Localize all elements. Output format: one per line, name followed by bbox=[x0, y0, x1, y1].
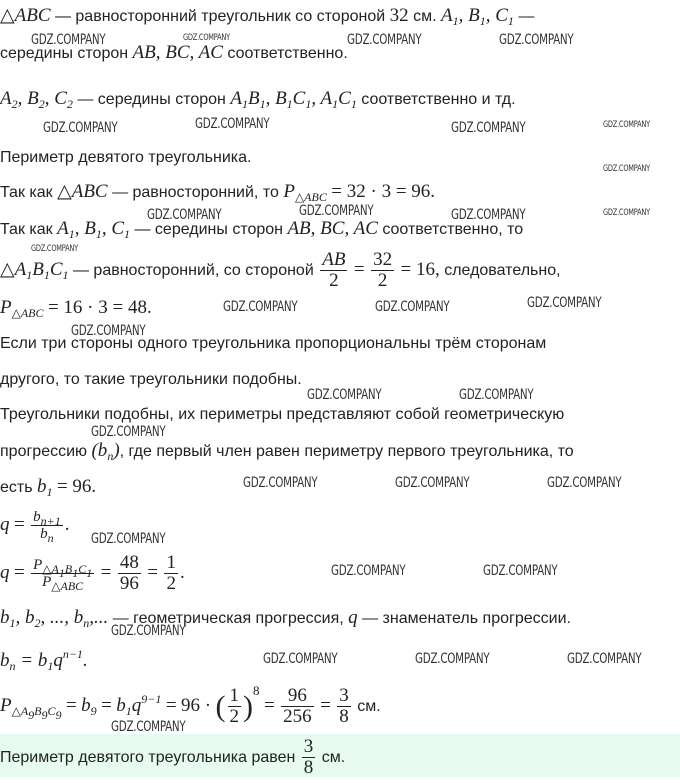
sides-ab-bc-ac-2: AB, BC, AC bbox=[287, 218, 378, 239]
fraction-32-over-2 bbox=[371, 250, 394, 291]
points-a1-b1-c1-2: $A_1$, $B_1$, $C_1$ bbox=[57, 218, 131, 241]
fraction-denominator: 2 bbox=[371, 270, 394, 291]
fraction-numerator: 32 bbox=[373, 249, 393, 271]
watermark: GDZ.COMPANY bbox=[603, 208, 650, 218]
line-7: $\triangle A_1B_1C_1$ — равносторонний, со стороной $\frac{AB}{2}$ = $\frac{32}{2}$ = 16, следовательно, bbox=[0, 249, 561, 292]
fraction-numerator: 48 bbox=[119, 552, 139, 574]
watermark: GDZ.COMPANY bbox=[223, 299, 298, 315]
watermark: GDZ.COMPANY bbox=[499, 32, 574, 48]
perimeter-a9b9c9: $P_{\triangle A_9B_9C_9}$ bbox=[0, 695, 62, 722]
fraction-ab-over-2 bbox=[320, 250, 347, 291]
watermark: GDZ.COMPANY bbox=[603, 120, 650, 130]
watermark: GDZ.COMPANY bbox=[415, 651, 490, 667]
watermark: GDZ.COMPANY bbox=[71, 323, 146, 339]
fraction-1-over-2 bbox=[164, 553, 178, 594]
sequence-list: $b_1$, $b_2$, ..., $b_n$,... bbox=[0, 607, 109, 630]
watermark: GDZ.COMPANY bbox=[459, 387, 534, 403]
line-6-text-1: Так как bbox=[0, 221, 53, 238]
watermark: GDZ.COMPANY bbox=[307, 387, 382, 403]
line-10-text: другого, то такие треугольники подобны. bbox=[0, 371, 302, 388]
line-6-text-2: — середины сторон bbox=[134, 221, 283, 238]
line-2-text: середины сторон bbox=[0, 45, 129, 62]
line-16: $b_1$, $b_2$, ..., $b_n$,... — геометрическая прогрессия, q — знаменатель прогрессии. bbox=[0, 607, 571, 630]
answer-unit: см. bbox=[321, 749, 346, 766]
line-6-text-3: соответственно, то bbox=[382, 221, 524, 238]
watermark: GDZ.COMPANY bbox=[195, 116, 270, 132]
line-13-formula: = 96. bbox=[56, 476, 97, 497]
line-2-text-2: соответственно. bbox=[227, 45, 348, 62]
watermark: GDZ.COMPANY bbox=[183, 33, 230, 43]
line-8 bbox=[0, 298, 152, 319]
fraction-numerator: $P_{\triangle A_1B_1C_1}$ bbox=[33, 557, 93, 581]
line-3-text: — середины сторон bbox=[77, 91, 226, 108]
line-13-text: есть bbox=[0, 479, 33, 496]
line-11-text: Треугольники подобны, их периметры представляют собой геометрическую bbox=[0, 406, 565, 423]
fraction-numerator: AB bbox=[322, 249, 346, 271]
power-8: 8 bbox=[253, 683, 260, 698]
fraction-1-over-2-power: $\frac{1}{2}$ bbox=[229, 685, 240, 728]
watermark: GDZ.COMPANY bbox=[91, 424, 166, 440]
fraction-denominator: 96 bbox=[119, 573, 139, 595]
fraction-96-over-256 bbox=[281, 686, 314, 727]
line-1-unit: см. bbox=[413, 8, 437, 25]
watermark: GDZ.COMPANY bbox=[547, 475, 622, 491]
line-18-unit: см. bbox=[357, 698, 381, 715]
fraction-numerator: 3 bbox=[303, 736, 314, 758]
fraction-numerator: $b_{n+1}$ bbox=[33, 509, 61, 529]
fraction-numerator: 96 bbox=[287, 685, 307, 707]
answer-text: Периметр девятого треугольника равен bbox=[0, 749, 296, 766]
line-5-text-1: Так как bbox=[0, 184, 53, 201]
perimeter-abc: $P_{\triangle ABC}$ bbox=[283, 181, 327, 204]
fraction-bn1-over-bn bbox=[31, 509, 63, 546]
watermark: GDZ.COMPANY bbox=[43, 120, 118, 136]
watermark: GDZ.COMPANY bbox=[31, 244, 78, 254]
watermark: GDZ.COMPANY bbox=[527, 295, 602, 311]
points-a1-b1-c1: $A_1$, $B_1$, $C_1$ bbox=[440, 5, 514, 28]
fraction-denominator: $P_{\triangle ABC}$ bbox=[31, 573, 94, 590]
triangle-abc-math-2: △ABC bbox=[57, 181, 108, 202]
line-8-formula: = 16 · 3 = 48. bbox=[47, 297, 152, 318]
side-value: 32 bbox=[389, 5, 409, 26]
line-1 bbox=[0, 6, 534, 27]
fraction-denominator: 2 bbox=[166, 573, 176, 595]
fraction-denominator: 8 bbox=[339, 706, 349, 728]
sequence-bn: $(b_n)$ bbox=[91, 440, 120, 463]
line-7-text-2: следовательно, bbox=[444, 262, 561, 279]
fraction-perimeters bbox=[31, 557, 94, 594]
fraction-denominator: 2 bbox=[320, 270, 347, 291]
line-10 bbox=[0, 370, 302, 390]
watermark: GDZ.COMPANY bbox=[347, 32, 422, 48]
line-4 bbox=[0, 148, 251, 168]
watermark: GDZ.COMPANY bbox=[263, 651, 338, 667]
triangle-a1b1c1: $\triangle A_1B_1C_1$ bbox=[0, 259, 69, 282]
triangle-abc-math: △ABC bbox=[0, 5, 51, 26]
line-12-text-2: , где первый член равен периметру первого треугольника, то bbox=[119, 443, 574, 460]
line-11 bbox=[0, 405, 564, 425]
q-formula-2: q = $\frac{P_{\triangle A_1B_1C_1}}{P_{\triangle ABC}}$ = $\frac{48}{96}$ = $\frac{1}{2}$ . bbox=[0, 552, 185, 595]
watermark: GDZ.COMPANY bbox=[243, 475, 318, 491]
line-3-text-2: соответственно и тд. bbox=[361, 91, 516, 108]
watermark: GDZ.COMPANY bbox=[567, 651, 642, 667]
fraction-48-over-96 bbox=[118, 553, 141, 594]
watermark: GDZ.COMPANY bbox=[375, 299, 450, 315]
line-5-formula: = 32 · 3 = 96. bbox=[331, 181, 436, 202]
watermark: GDZ.COMPANY bbox=[299, 203, 374, 219]
line-5-text-2: — равносторонний, то bbox=[112, 184, 279, 201]
line-5 bbox=[0, 182, 435, 203]
q-formula-1: q = $\frac{b_{n+1}}{b_n}$ . bbox=[0, 509, 70, 546]
line-3 bbox=[0, 89, 516, 110]
b1-symbol: $b_1$ bbox=[37, 476, 53, 499]
watermark: GDZ.COMPANY bbox=[31, 32, 106, 48]
watermark: GDZ.COMPANY bbox=[147, 207, 222, 223]
watermark: GDZ.COMPANY bbox=[331, 563, 406, 579]
line-13 bbox=[0, 477, 96, 498]
watermark: GDZ.COMPANY bbox=[91, 531, 166, 547]
line-6 bbox=[0, 219, 523, 240]
line-7-text-1: — равносторонний, со стороной bbox=[72, 262, 314, 279]
answer-fraction bbox=[302, 737, 316, 778]
line-16-text: — геометрическая прогрессия, bbox=[112, 610, 344, 627]
answer-line bbox=[0, 736, 345, 780]
fraction-denominator: 8 bbox=[303, 757, 314, 779]
line-17 bbox=[0, 647, 88, 673]
watermark: GDZ.COMPANY bbox=[451, 120, 526, 136]
watermark: GDZ.COMPANY bbox=[111, 623, 186, 639]
line-4-text: Периметр девятого треугольника. bbox=[0, 149, 252, 166]
fraction-numerator: 3 bbox=[339, 685, 349, 707]
line-1-dash: — bbox=[518, 8, 535, 25]
line-9-text: Если три стороны одного треугольника пропорциональны трём сторонам bbox=[0, 335, 547, 352]
sides-a1b1-b1c1-a1c1: $A_1B_1$, $B_1C_1$, $A_1C_1$ bbox=[230, 88, 357, 111]
fraction-denominator: 256 bbox=[283, 706, 312, 728]
sides-ab-bc-ac: AB, BC, AC bbox=[132, 42, 223, 63]
watermark: GDZ.COMPANY bbox=[603, 164, 650, 174]
line-1-text: — равносторонний треугольник со стороной bbox=[54, 8, 386, 25]
line-12 bbox=[0, 441, 574, 462]
fraction-3-over-8 bbox=[337, 686, 351, 727]
watermark: GDZ.COMPANY bbox=[111, 719, 186, 735]
points-a2-b2-c2: $A_2$, $B_2$, $C_2$ bbox=[0, 88, 73, 111]
watermark: GDZ.COMPANY bbox=[483, 563, 558, 579]
watermark: GDZ.COMPANY bbox=[395, 475, 470, 491]
line-7-eq: = 16, bbox=[400, 259, 440, 280]
watermark: GDZ.COMPANY bbox=[451, 207, 526, 223]
line-18-base: 96 · bbox=[181, 695, 212, 716]
fraction-denominator: $b_n$ bbox=[31, 525, 63, 542]
bn-formula: $b_n = b_1q^{n-1}$. bbox=[0, 647, 88, 673]
perimeter-abc-2: $P_{\triangle ABC}$ bbox=[0, 297, 44, 320]
line-18: $P_{\triangle A_9B_9C_9} = b_9 = b_1q^{9-1} = 96$ · ( $\frac{1}{2}$ )$^8$ = $\frac{96}{256}$ = $\frac{3}{8}$ см. bbox=[0, 683, 381, 728]
line-12-text-1: прогрессию bbox=[0, 443, 88, 460]
fraction-numerator: 1 bbox=[166, 552, 176, 574]
line-16-text-2: — знаменатель прогрессии. bbox=[362, 610, 571, 627]
